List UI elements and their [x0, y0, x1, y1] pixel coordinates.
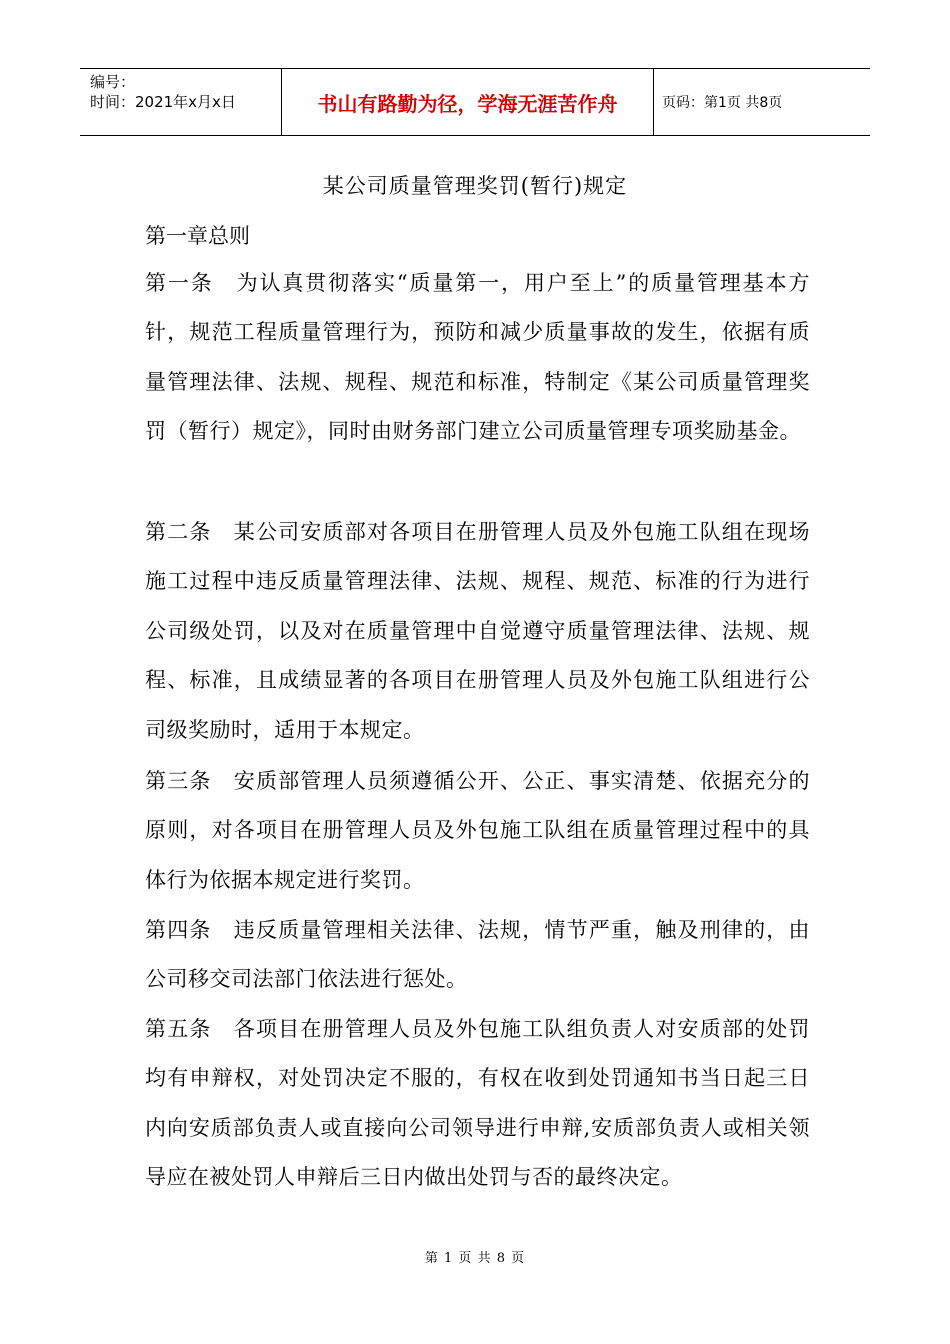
article-5: 第五条 各项目在册管理人员及外包施工队组负责人对安质部的处罚均有申辩权，对处罚决定不服的，有权在收到处罚通知书当日起三日内向安质部负责人或直接向公司领导进行申辩,安质部负责人或相关领导应在被处罚人申辩后三日内做出处罚与否的最终决定。	[145, 1017, 810, 1190]
number-label: 编号：	[90, 73, 136, 91]
date-line: 时间：2021年x月x日	[90, 93, 236, 111]
document-title: 某公司质量管理奖罚(暂行)规定	[322, 174, 628, 198]
document-header	[80, 68, 870, 136]
article-1: 第一条 为认真贯彻落实“质量第一，用户至上”的质量管理基本方针，规范工程质量管理行为，预防和减少质量事故的发生，依据有质量管理法律、法规、规程、规范和标准，特制定《某公司质量管理奖罚（暂行）规定》，同时由财务部门建立公司质量管理专项奖励基金。	[145, 271, 810, 444]
article-3: 第三条 安质部管理人员须遵循公开、公正、事实清楚、依据充分的原则，对各项目在册管理人员及外包施工队组在质量管理过程中的具体行为依据本规定进行奖罚。	[145, 769, 810, 892]
page-footer: 第 1 页 共 8 页	[424, 1251, 526, 1266]
header-motto: 书山有路勤为径，学海无涯苦作舟	[282, 69, 654, 135]
article-4: 第四条 违反质量管理相关法律、法规，情节严重，触及刑律的，由公司移交司法部门依法进行惩处。	[145, 918, 810, 992]
chapter-heading: 第一章总则	[145, 224, 250, 248]
article-2: 第二条 某公司安质部对各项目在册管理人员及外包施工队组在现场施工过程中违反质量管理法律、法规、规程、规范、标准的行为进行公司级处罚，以及对在质量管理中自觉遵守质量管理法律、法规、规程、标准，且成绩显著的各项目在册管理人员及外包施工队组进行公司级奖励时，适用于本规定。	[145, 520, 810, 742]
header-page-info: 页码：第1页 共8页	[662, 95, 783, 111]
header-meta	[80, 69, 282, 135]
